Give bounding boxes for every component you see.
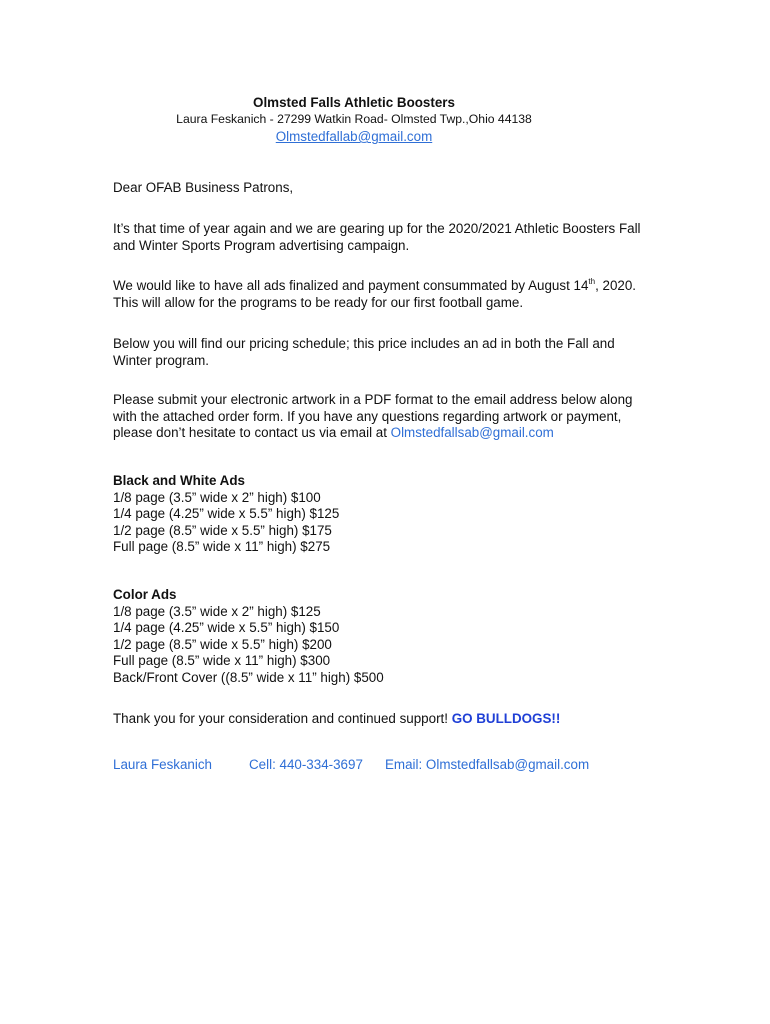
- price-item: Full page (8.5” wide x 11” high) $300: [113, 653, 331, 669]
- bw-ads-title: Black and White Ads: [113, 473, 245, 488]
- paragraph-deadline-start: We would like to have all ads finalized and payment consummated by August 14: [113, 278, 589, 293]
- paragraph-intro: It’s that time of year again and we are gearing up for the 2020/2021 Athletic Boosters Fall and Winter Sports Program advertising campaign.: [113, 221, 641, 253]
- price-item: Back/Front Cover ((8.5” wide x 11” high) $500: [113, 669, 384, 685]
- salutation: Dear OFAB Business Patrons,: [113, 180, 294, 195]
- contact-email-link[interactable]: Olmstedfallsab@gmail.com: [390, 425, 554, 441]
- org-name: Olmsted Falls Athletic Boosters: [253, 95, 455, 110]
- price-item: Full page (8.5” wide x 11” high) $275: [113, 539, 331, 555]
- footer-cell: Cell: 440-334-3697: [249, 757, 363, 772]
- price-item: 1/4 page (4.25” wide x 5.5” high) $150: [113, 620, 340, 636]
- color-ads-title: Color Ads: [113, 587, 177, 602]
- cheer-text: GO BULLDOGS!!: [451, 711, 561, 726]
- price-item: 1/8 page (3.5” wide x 2” high) $125: [113, 603, 321, 619]
- contact-footer: [113, 757, 673, 774]
- org-address: Laura Feskanich - 27299 Watkin Road- Olmsted Twp.,Ohio 44138: [176, 112, 532, 126]
- price-item: 1/2 page (8.5” wide x 5.5” high) $200: [113, 636, 332, 652]
- paragraph-submit-text: Please submit your electronic artwork in a PDF format to the email address below along with the attached order form. If you have any questions regarding artwork or payment, please don’t hesitate to contact us via email at: [113, 392, 633, 441]
- price-item: 1/4 page (4.25” wide x 5.5” high) $125: [113, 506, 340, 522]
- ordinal-superscript: th: [588, 277, 596, 286]
- bw-ads-section: [113, 473, 653, 556]
- paragraph-deadline: [113, 278, 653, 311]
- paragraph-pricing: Below you will find our pricing schedule; this price includes an ad in both the Fall and Winter program.: [113, 336, 615, 368]
- paragraph-submit: [113, 392, 653, 442]
- header-email-link[interactable]: Olmstedfallab@gmail.com: [275, 129, 433, 144]
- paragraph-deadline-end: , 2020. This will allow for the programs to be ready for our first football game.: [113, 278, 637, 310]
- color-ads-section: [113, 587, 653, 687]
- footer-name: Laura Feskanich: [113, 757, 212, 772]
- price-item: 1/2 page (8.5” wide x 5.5” high) $175: [113, 522, 332, 538]
- price-item: 1/8 page (3.5” wide x 2” high) $100: [113, 489, 321, 505]
- footer-email[interactable]: Email: Olmstedfallsab@gmail.com: [385, 757, 590, 772]
- closing-line: [113, 711, 653, 728]
- closing-text: Thank you for your consideration and continued support!: [113, 711, 452, 726]
- letterhead: [0, 94, 708, 145]
